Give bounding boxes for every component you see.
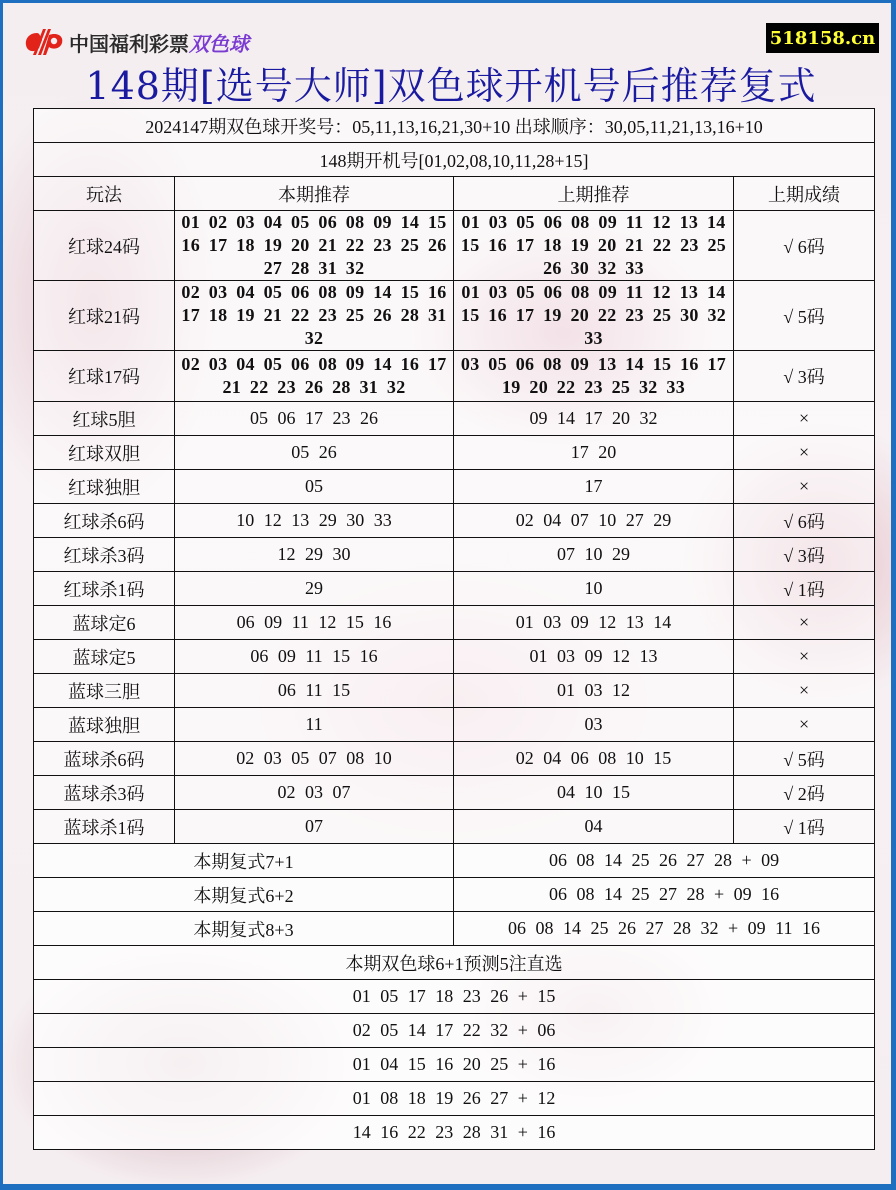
result: √ 2码 bbox=[734, 776, 875, 810]
pick-row bbox=[34, 1082, 875, 1116]
result: √ 5码 bbox=[734, 281, 875, 351]
play-type: 红球24码 bbox=[34, 211, 175, 281]
previous-numbers: 01 03 09 12 13 14 bbox=[454, 606, 734, 640]
play-type: 红球独胆 bbox=[34, 470, 175, 504]
pick-row bbox=[34, 1014, 875, 1048]
result: √ 6码 bbox=[734, 211, 875, 281]
result: √ 1码 bbox=[734, 572, 875, 606]
table-row bbox=[34, 640, 875, 674]
compound-row bbox=[34, 878, 875, 912]
previous-numbers: 01 03 05 06 08 09 11 12 13 14 15 16 17 19 20 22 23 25 30 32 33 bbox=[454, 281, 734, 351]
current-numbers: 29 bbox=[175, 572, 454, 606]
header-play-type: 玩法 bbox=[34, 177, 175, 211]
result: × bbox=[734, 606, 875, 640]
current-numbers: 02 03 04 05 06 08 09 14 16 17 21 22 23 26 28 31 32 bbox=[175, 351, 454, 402]
previous-numbers: 04 bbox=[454, 810, 734, 844]
current-numbers: 07 bbox=[175, 810, 454, 844]
previous-numbers: 04 10 15 bbox=[454, 776, 734, 810]
current-numbers: 01 02 03 04 05 06 08 09 14 15 16 17 18 19 20 21 22 23 25 26 27 28 31 32 bbox=[175, 211, 454, 281]
table-row bbox=[34, 606, 875, 640]
previous-numbers: 02 04 06 08 10 15 bbox=[454, 742, 734, 776]
play-type: 蓝球定6 bbox=[34, 606, 175, 640]
result: × bbox=[734, 470, 875, 504]
previous-numbers: 17 bbox=[454, 470, 734, 504]
result: × bbox=[734, 708, 875, 742]
current-numbers: 05 26 bbox=[175, 436, 454, 470]
page-title: 148期[选号大师]双色球开机号后推荐复式 bbox=[85, 64, 817, 108]
play-type: 红球双胆 bbox=[34, 436, 175, 470]
table-row bbox=[34, 402, 875, 436]
compound-numbers: 06 08 14 25 27 28 + 09 16 bbox=[454, 878, 875, 912]
previous-numbers: 01 03 05 06 08 09 11 12 13 14 15 16 17 18 19 20 21 22 23 25 26 30 32 33 bbox=[454, 211, 734, 281]
play-type: 红球5胆 bbox=[34, 402, 175, 436]
table-row bbox=[34, 436, 875, 470]
previous-numbers: 07 10 29 bbox=[454, 538, 734, 572]
table-row bbox=[34, 470, 875, 504]
result: √ 5码 bbox=[734, 742, 875, 776]
header-previous-result: 上期成绩 bbox=[734, 177, 875, 211]
current-numbers: 06 11 15 bbox=[175, 674, 454, 708]
current-numbers: 06 09 11 12 15 16 bbox=[175, 606, 454, 640]
machine-number: 148期开机号[01,02,08,10,11,28+15] bbox=[34, 143, 875, 177]
play-type: 红球杀3码 bbox=[34, 538, 175, 572]
current-numbers: 02 03 07 bbox=[175, 776, 454, 810]
current-numbers: 12 29 30 bbox=[175, 538, 454, 572]
current-numbers: 05 06 17 23 26 bbox=[175, 402, 454, 436]
previous-numbers: 17 20 bbox=[454, 436, 734, 470]
previous-numbers: 01 03 09 12 13 bbox=[454, 640, 734, 674]
pick-numbers: 02 05 14 17 22 32 + 06 bbox=[34, 1014, 875, 1048]
compound-row bbox=[34, 912, 875, 946]
previous-numbers: 02 04 07 10 27 29 bbox=[454, 504, 734, 538]
table-row bbox=[34, 538, 875, 572]
current-numbers: 10 12 13 29 30 33 bbox=[175, 504, 454, 538]
pick-row bbox=[34, 1048, 875, 1082]
page-frame bbox=[3, 3, 891, 1184]
previous-numbers: 01 03 12 bbox=[454, 674, 734, 708]
site-badge[interactable]: 518158.cn bbox=[766, 23, 879, 53]
current-numbers: 02 03 05 07 08 10 bbox=[175, 742, 454, 776]
result: √ 1码 bbox=[734, 810, 875, 844]
play-type: 蓝球杀6码 bbox=[34, 742, 175, 776]
current-numbers: 05 bbox=[175, 470, 454, 504]
result: × bbox=[734, 402, 875, 436]
previous-numbers: 09 14 17 20 32 bbox=[454, 402, 734, 436]
current-numbers: 06 09 11 15 16 bbox=[175, 640, 454, 674]
play-type: 蓝球三胆 bbox=[34, 674, 175, 708]
result: × bbox=[734, 674, 875, 708]
compound-label: 本期复式8+3 bbox=[34, 912, 454, 946]
table-row bbox=[34, 708, 875, 742]
pick-numbers: 01 04 15 16 20 25 + 16 bbox=[34, 1048, 875, 1082]
play-type: 蓝球杀3码 bbox=[34, 776, 175, 810]
pick-numbers: 01 08 18 19 26 27 + 12 bbox=[34, 1082, 875, 1116]
result: √ 3码 bbox=[734, 538, 875, 572]
table-row bbox=[34, 776, 875, 810]
logo-text: 中国福利彩票双色球 bbox=[69, 31, 249, 56]
table-row bbox=[34, 351, 875, 402]
result: √ 3码 bbox=[734, 351, 875, 402]
header-previous-recommend: 上期推荐 bbox=[454, 177, 734, 211]
pick-numbers: 14 16 22 23 28 31 + 16 bbox=[34, 1116, 875, 1150]
previous-numbers: 03 bbox=[454, 708, 734, 742]
previous-numbers: 03 05 06 08 09 13 14 15 16 17 19 20 22 23 25 32 33 bbox=[454, 351, 734, 402]
compound-row bbox=[34, 844, 875, 878]
play-type: 蓝球定5 bbox=[34, 640, 175, 674]
compound-label: 本期复式7+1 bbox=[34, 844, 454, 878]
picks-title: 本期双色球6+1预测5注直选 bbox=[34, 946, 875, 980]
header-current-recommend: 本期推荐 bbox=[175, 177, 454, 211]
lottery-logo bbox=[23, 27, 249, 57]
table-row bbox=[34, 281, 875, 351]
draw-info-row bbox=[34, 109, 875, 143]
result: × bbox=[734, 640, 875, 674]
prediction-table bbox=[33, 108, 875, 1150]
current-numbers: 11 bbox=[175, 708, 454, 742]
machine-number-row bbox=[34, 143, 875, 177]
table-row bbox=[34, 674, 875, 708]
compound-numbers: 06 08 14 25 26 27 28 32 + 09 11 16 bbox=[454, 912, 875, 946]
picks-title-row bbox=[34, 946, 875, 980]
compound-numbers: 06 08 14 25 26 27 28 + 09 bbox=[454, 844, 875, 878]
table-row bbox=[34, 504, 875, 538]
pick-row bbox=[34, 1116, 875, 1150]
current-numbers: 02 03 04 05 06 08 09 14 15 16 17 18 19 21 22 23 25 26 28 31 32 bbox=[175, 281, 454, 351]
play-type: 红球杀1码 bbox=[34, 572, 175, 606]
play-type: 蓝球杀1码 bbox=[34, 810, 175, 844]
play-type: 红球21码 bbox=[34, 281, 175, 351]
table-row bbox=[34, 742, 875, 776]
table-row bbox=[34, 810, 875, 844]
table-row bbox=[34, 572, 875, 606]
draw-info: 2024147期双色球开奖号：05,11,13,16,21,30+10 出球顺序：30,05,11,21,13,16+10 bbox=[34, 109, 875, 143]
header-row bbox=[34, 177, 875, 211]
play-type: 蓝球独胆 bbox=[34, 708, 175, 742]
cwl-logo-icon bbox=[23, 27, 65, 57]
play-type: 红球17码 bbox=[34, 351, 175, 402]
result: √ 6码 bbox=[734, 504, 875, 538]
previous-numbers: 10 bbox=[454, 572, 734, 606]
table-row bbox=[34, 211, 875, 281]
result: × bbox=[734, 436, 875, 470]
pick-numbers: 01 05 17 18 23 26 + 15 bbox=[34, 980, 875, 1014]
play-type: 红球杀6码 bbox=[34, 504, 175, 538]
compound-label: 本期复式6+2 bbox=[34, 878, 454, 912]
pick-row bbox=[34, 980, 875, 1014]
